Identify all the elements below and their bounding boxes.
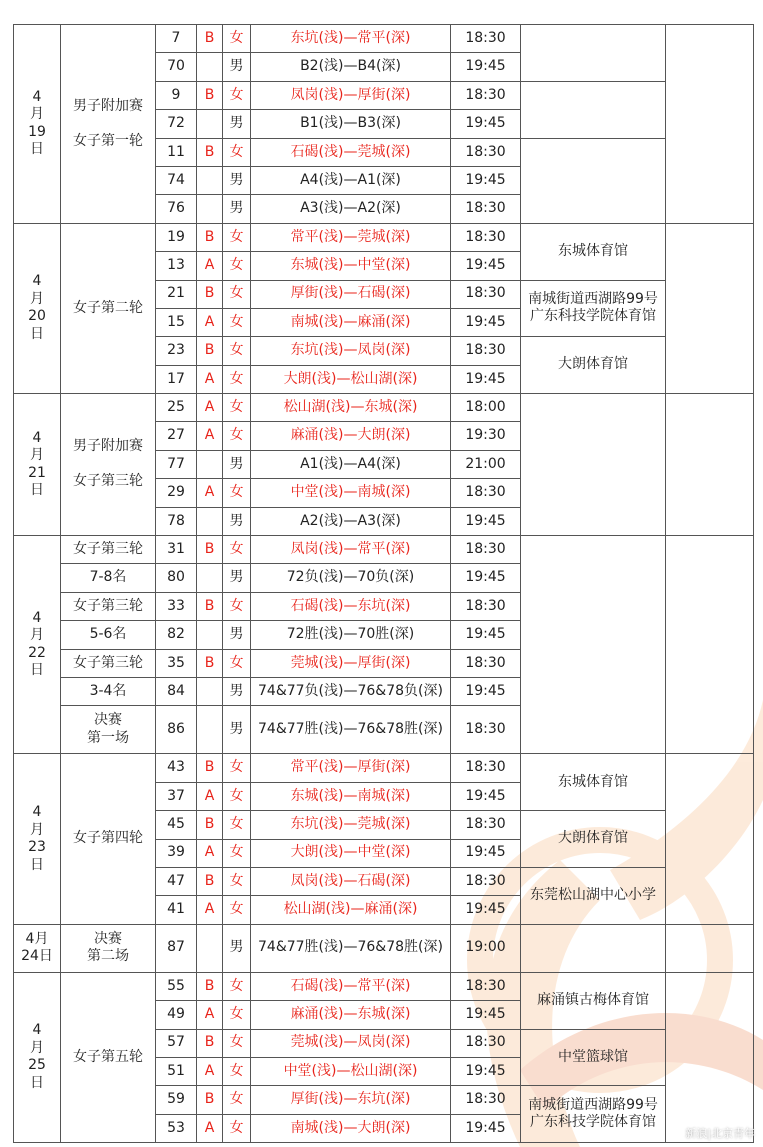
schedule-row [14, 223, 754, 251]
group-label: A [197, 394, 223, 422]
match-number: 57 [156, 1029, 197, 1057]
gender-label: 男 [223, 450, 251, 478]
match-number: 15 [156, 308, 197, 336]
matchup: 厚街(浅)—石碣(深) [251, 280, 451, 308]
start-time: 18:30 [451, 280, 521, 308]
gender-label: 女 [223, 782, 251, 810]
group-label: A [197, 782, 223, 810]
match-number: 76 [156, 195, 197, 223]
gender-label: 女 [223, 896, 251, 924]
match-number: 37 [156, 782, 197, 810]
match-number: 82 [156, 621, 197, 649]
round-cell: 决赛 第一场 [61, 706, 156, 754]
gender-label: 女 [223, 1001, 251, 1029]
matchup: B2(浅)—B4(深) [251, 53, 451, 81]
schedule-row [14, 536, 754, 564]
round-cell: 女子第五轮 [61, 972, 156, 1142]
gender-label: 女 [223, 1029, 251, 1057]
group-label [197, 53, 223, 81]
round-cell: 3-4名 [61, 677, 156, 705]
start-time: 19:45 [451, 621, 521, 649]
start-time: 18:30 [451, 138, 521, 166]
schedule-row [14, 25, 754, 53]
group-label [197, 110, 223, 138]
matchup: 中堂(浅)—南城(深) [251, 479, 451, 507]
start-time: 19:45 [451, 1057, 521, 1085]
match-number: 11 [156, 138, 197, 166]
round-cell: 男子附加赛 女子第一轮 [61, 25, 156, 224]
start-time: 18:30 [451, 81, 521, 109]
group-label [197, 564, 223, 592]
match-number: 53 [156, 1114, 197, 1142]
gender-label: 男 [223, 706, 251, 754]
schedule-table [13, 24, 754, 1143]
group-label [197, 166, 223, 194]
group-label: A [197, 1057, 223, 1085]
matchup: B1(浅)—B3(深) [251, 110, 451, 138]
matchup: 东城(浅)—南城(深) [251, 782, 451, 810]
match-number: 25 [156, 394, 197, 422]
start-time: 19:45 [451, 507, 521, 535]
start-time: 19:00 [451, 924, 521, 972]
match-number: 84 [156, 677, 197, 705]
gender-label: 女 [223, 252, 251, 280]
gender-label: 女 [223, 394, 251, 422]
blank-cell [666, 223, 754, 393]
group-label: A [197, 839, 223, 867]
match-number: 59 [156, 1086, 197, 1114]
gender-label: 男 [223, 621, 251, 649]
group-label: B [197, 972, 223, 1000]
matchup: 74&77胜(浅)—76&78胜(深) [251, 924, 451, 972]
start-time: 18:30 [451, 706, 521, 754]
venue-cell [521, 138, 666, 223]
start-time: 19:45 [451, 365, 521, 393]
matchup: 南城(浅)—麻涌(深) [251, 308, 451, 336]
start-time: 18:30 [451, 479, 521, 507]
matchup: 凤岗(浅)—常平(深) [251, 536, 451, 564]
start-time: 18:00 [451, 394, 521, 422]
gender-label: 女 [223, 479, 251, 507]
group-label: B [197, 280, 223, 308]
match-number: 70 [156, 53, 197, 81]
group-label: B [197, 223, 223, 251]
matchup: 74&77负(浅)—76&78负(深) [251, 677, 451, 705]
match-number: 80 [156, 564, 197, 592]
start-time: 18:30 [451, 972, 521, 1000]
group-label: A [197, 422, 223, 450]
match-number: 33 [156, 592, 197, 620]
match-number: 19 [156, 223, 197, 251]
gender-label: 女 [223, 25, 251, 53]
match-number: 29 [156, 479, 197, 507]
schedule-row [14, 394, 754, 422]
venue-cell [521, 536, 666, 754]
gender-label: 男 [223, 924, 251, 972]
matchup: 凤岗(浅)—石碣(深) [251, 867, 451, 895]
start-time: 19:45 [451, 252, 521, 280]
gender-label: 女 [223, 337, 251, 365]
matchup: 72胜(浅)—70胜(深) [251, 621, 451, 649]
round-cell: 女子第二轮 [61, 223, 156, 393]
blank-cell [666, 394, 754, 536]
blank-cell [666, 972, 754, 1142]
schedule-body [14, 25, 754, 1143]
gender-label: 女 [223, 1057, 251, 1085]
start-time: 19:45 [451, 782, 521, 810]
date-cell: 4 月 20 日 [14, 223, 61, 393]
matchup: 莞城(浅)—凤岗(深) [251, 1029, 451, 1057]
gender-label: 女 [223, 422, 251, 450]
gender-label: 男 [223, 110, 251, 138]
matchup: 南城(浅)—大朗(深) [251, 1114, 451, 1142]
group-label: A [197, 479, 223, 507]
start-time: 18:30 [451, 1029, 521, 1057]
matchup: 厚街(浅)—东坑(深) [251, 1086, 451, 1114]
venue-cell [521, 394, 666, 536]
matchup: 莞城(浅)—厚街(深) [251, 649, 451, 677]
group-label [197, 677, 223, 705]
gender-label: 女 [223, 1114, 251, 1142]
venue-cell: 东城体育馆 [521, 223, 666, 280]
matchup: 74&77胜(浅)—76&78胜(深) [251, 706, 451, 754]
start-time: 19:45 [451, 896, 521, 924]
match-number: 27 [156, 422, 197, 450]
match-number: 41 [156, 896, 197, 924]
match-number: 55 [156, 972, 197, 1000]
match-number: 43 [156, 754, 197, 782]
match-number: 87 [156, 924, 197, 972]
gender-label: 女 [223, 839, 251, 867]
matchup: 东坑(浅)—凤岗(深) [251, 337, 451, 365]
matchup: 东坑(浅)—莞城(深) [251, 811, 451, 839]
gender-label: 女 [223, 811, 251, 839]
date-cell: 4 月 19 日 [14, 25, 61, 224]
gender-label: 男 [223, 166, 251, 194]
match-number: 9 [156, 81, 197, 109]
group-label [197, 507, 223, 535]
round-cell: 女子第四轮 [61, 754, 156, 924]
round-cell: 决赛 第二场 [61, 924, 156, 972]
round-cell: 女子第三轮 [61, 592, 156, 620]
matchup: A1(浅)—A4(深) [251, 450, 451, 478]
matchup: 大朗(浅)—中堂(深) [251, 839, 451, 867]
match-number: 17 [156, 365, 197, 393]
group-label: B [197, 754, 223, 782]
venue-cell [521, 81, 666, 138]
start-time: 18:30 [451, 649, 521, 677]
venue-cell [521, 924, 666, 972]
schedule-row [14, 924, 754, 972]
schedule-row [14, 754, 754, 782]
venue-cell: 南城街道西湖路99号 广东科技学院体育馆 [521, 280, 666, 337]
match-number: 47 [156, 867, 197, 895]
matchup: 松山湖(浅)—麻涌(深) [251, 896, 451, 924]
start-time: 18:30 [451, 25, 521, 53]
start-time: 19:30 [451, 422, 521, 450]
group-label [197, 450, 223, 478]
gender-label: 女 [223, 365, 251, 393]
start-time: 18:30 [451, 1086, 521, 1114]
matchup: A2(浅)—A3(深) [251, 507, 451, 535]
start-time: 19:45 [451, 166, 521, 194]
group-label: B [197, 649, 223, 677]
round-cell: 女子第三轮 [61, 536, 156, 564]
group-label: B [197, 138, 223, 166]
gender-label: 女 [223, 649, 251, 677]
group-label: A [197, 1114, 223, 1142]
round-cell: 女子第三轮 [61, 649, 156, 677]
group-label: A [197, 896, 223, 924]
venue-cell: 中堂篮球馆 [521, 1029, 666, 1086]
match-number: 45 [156, 811, 197, 839]
group-label: B [197, 592, 223, 620]
matchup: 凤岗(浅)—厚街(深) [251, 81, 451, 109]
matchup: 石碣(浅)—莞城(深) [251, 138, 451, 166]
gender-label: 男 [223, 507, 251, 535]
group-label: B [197, 811, 223, 839]
date-cell: 4 月 21 日 [14, 394, 61, 536]
venue-cell: 麻涌镇古梅体育馆 [521, 972, 666, 1029]
group-label: B [197, 337, 223, 365]
match-number: 51 [156, 1057, 197, 1085]
venue-cell: 南城街道西湖路99号 广东科技学院体育馆 [521, 1086, 666, 1143]
gender-label: 女 [223, 754, 251, 782]
gender-label: 女 [223, 1086, 251, 1114]
round-cell: 5-6名 [61, 621, 156, 649]
group-label: A [197, 252, 223, 280]
start-time: 19:45 [451, 677, 521, 705]
match-number: 49 [156, 1001, 197, 1029]
blank-cell [666, 536, 754, 754]
matchup: 松山湖(浅)—东城(深) [251, 394, 451, 422]
schedule-row [14, 972, 754, 1000]
match-number: 23 [156, 337, 197, 365]
group-label: B [197, 1029, 223, 1057]
group-label: A [197, 308, 223, 336]
group-label [197, 621, 223, 649]
matchup: 东坑(浅)—常平(深) [251, 25, 451, 53]
blank-cell [666, 25, 754, 224]
matchup: 常平(浅)—厚街(深) [251, 754, 451, 782]
date-cell: 4 月 22 日 [14, 536, 61, 754]
start-time: 18:30 [451, 754, 521, 782]
round-cell: 7-8名 [61, 564, 156, 592]
matchup: 麻涌(浅)—东城(深) [251, 1001, 451, 1029]
group-label: B [197, 25, 223, 53]
match-number: 86 [156, 706, 197, 754]
source-mark: 新浪|北京青年 [685, 1127, 755, 1140]
group-label [197, 924, 223, 972]
start-time: 19:45 [451, 1114, 521, 1142]
gender-label: 女 [223, 536, 251, 564]
blank-cell [666, 754, 754, 924]
start-time: 18:30 [451, 195, 521, 223]
matchup: 石碣(浅)—常平(深) [251, 972, 451, 1000]
gender-label: 女 [223, 280, 251, 308]
start-time: 18:30 [451, 536, 521, 564]
match-number: 78 [156, 507, 197, 535]
gender-label: 女 [223, 81, 251, 109]
date-cell: 4 月 23 日 [14, 754, 61, 924]
start-time: 19:45 [451, 839, 521, 867]
start-time: 19:45 [451, 308, 521, 336]
start-time: 19:45 [451, 564, 521, 592]
start-time: 19:45 [451, 110, 521, 138]
match-number: 7 [156, 25, 197, 53]
match-number: 13 [156, 252, 197, 280]
gender-label: 男 [223, 53, 251, 81]
group-label: B [197, 867, 223, 895]
venue-cell: 大朗体育馆 [521, 337, 666, 394]
match-number: 35 [156, 649, 197, 677]
matchup: 大朗(浅)—松山湖(深) [251, 365, 451, 393]
matchup: A3(浅)—A2(深) [251, 195, 451, 223]
group-label: A [197, 365, 223, 393]
matchup: 东城(浅)—中堂(深) [251, 252, 451, 280]
start-time: 19:45 [451, 53, 521, 81]
group-label [197, 706, 223, 754]
group-label: B [197, 1086, 223, 1114]
venue-cell: 大朗体育馆 [521, 811, 666, 868]
match-number: 72 [156, 110, 197, 138]
gender-label: 女 [223, 308, 251, 336]
matchup: 中堂(浅)—松山湖(深) [251, 1057, 451, 1085]
group-label: B [197, 536, 223, 564]
gender-label: 女 [223, 138, 251, 166]
gender-label: 男 [223, 195, 251, 223]
group-label: A [197, 1001, 223, 1029]
date-cell: 4 月 25 日 [14, 972, 61, 1142]
group-label [197, 195, 223, 223]
match-number: 39 [156, 839, 197, 867]
gender-label: 女 [223, 223, 251, 251]
start-time: 18:30 [451, 811, 521, 839]
group-label: B [197, 81, 223, 109]
match-number: 21 [156, 280, 197, 308]
match-number: 74 [156, 166, 197, 194]
gender-label: 男 [223, 564, 251, 592]
venue-cell: 东莞松山湖中心小学 [521, 867, 666, 924]
start-time: 18:30 [451, 223, 521, 251]
start-time: 18:30 [451, 592, 521, 620]
matchup: 麻涌(浅)—大朗(深) [251, 422, 451, 450]
round-cell: 男子附加赛 女子第三轮 [61, 394, 156, 536]
gender-label: 男 [223, 677, 251, 705]
start-time: 18:30 [451, 337, 521, 365]
start-time: 18:30 [451, 867, 521, 895]
gender-label: 女 [223, 867, 251, 895]
matchup: A4(浅)—A1(深) [251, 166, 451, 194]
start-time: 21:00 [451, 450, 521, 478]
gender-label: 女 [223, 592, 251, 620]
venue-cell: 东城体育馆 [521, 754, 666, 811]
date-cell: 4月 24日 [14, 924, 61, 972]
matchup: 常平(浅)—莞城(深) [251, 223, 451, 251]
matchup: 石碣(浅)—东坑(深) [251, 592, 451, 620]
blank-cell [666, 924, 754, 972]
match-number: 31 [156, 536, 197, 564]
gender-label: 女 [223, 972, 251, 1000]
matchup: 72负(浅)—70负(深) [251, 564, 451, 592]
match-number: 77 [156, 450, 197, 478]
start-time: 19:45 [451, 1001, 521, 1029]
venue-cell [521, 25, 666, 82]
